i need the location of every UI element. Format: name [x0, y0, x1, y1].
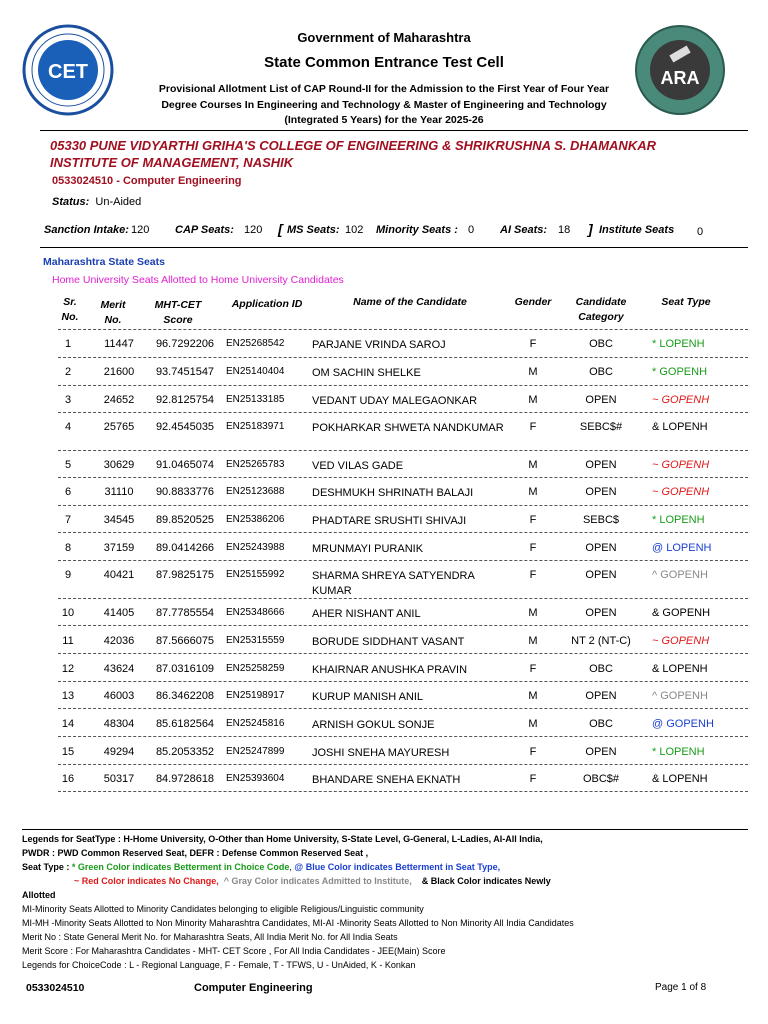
cell-merit-no: 48304 [103, 718, 135, 730]
cap-seats-label: CAP Seats: [175, 224, 234, 236]
col-gender: Gender [514, 296, 552, 308]
legend-mi: MI-Minority Seats Allotted to Minority Candidates belonging to eligible Religious/Linguistic community [22, 904, 424, 914]
cell-title: State Common Entrance Test Cell [264, 54, 504, 71]
cell-category: OBC [589, 338, 613, 350]
cell-application-id: EN25155992 [226, 569, 285, 580]
cell-application-id: EN25140404 [226, 366, 285, 377]
ms-seats-label: MS Seats: [287, 224, 340, 236]
cell-sr-no: 7 [64, 514, 72, 526]
cell-sr-no: 8 [64, 542, 72, 554]
cell-category: OPEN [585, 569, 617, 581]
row-separator [58, 653, 748, 654]
row-separator [58, 385, 748, 386]
cell-seat-type: & GOPENH [652, 607, 711, 619]
cell-merit-no: 43624 [103, 663, 135, 675]
cell-score: 96.7292206 [155, 338, 215, 350]
row-separator [58, 560, 748, 561]
cell-gender: M [528, 690, 538, 702]
cell-sr-no: 10 [61, 607, 75, 619]
bracket-close: ] [588, 221, 593, 237]
cell-category: OPEN [585, 459, 617, 471]
cell-application-id: EN25245816 [226, 718, 285, 729]
footer-code: 0533024510 [26, 982, 85, 994]
cell-merit-no: 21600 [103, 366, 135, 378]
row-separator [58, 412, 748, 413]
row-separator [58, 736, 748, 737]
cell-candidate-name: VED VILAS GADE [312, 460, 404, 472]
cell-category: OPEN [585, 486, 617, 498]
list-description: Provisional Allotment List of CAP Round-II for the Admission to the First Year of Four Year Degree Courses In Engineering and Technology & Master of Engineering and Technology (Integrated 5 Years) for the Year 2025-26 [158, 83, 610, 126]
cell-candidate-name: BORUDE SIDDHANT VASANT [312, 636, 465, 648]
cell-sr-no: 12 [61, 663, 75, 675]
cell-sr-no: 11 [62, 635, 74, 647]
cell-seat-type: * GOPENH [652, 366, 708, 378]
cell-seat-type: * LOPENH [652, 338, 705, 350]
cell-score: 87.9825175 [155, 569, 215, 581]
cell-application-id: EN25268542 [226, 338, 285, 349]
cell-merit-no: 34545 [103, 514, 135, 526]
svg-text:ARA: ARA [660, 68, 700, 88]
legend-pwdr: PWDR : PWD Common Reserved Seat, DEFR : Defense Common Reserved Seat , [22, 848, 369, 858]
cell-candidate-name: BHANDARE SNEHA EKNATH [312, 774, 461, 786]
cell-application-id: EN25133185 [226, 394, 285, 405]
cell-category: OPEN [585, 542, 617, 554]
cell-candidate-name: POKHARKAR SHWETA NANDKUMAR [312, 422, 504, 434]
cell-application-id: EN25315559 [226, 635, 285, 646]
cell-gender: F [529, 338, 537, 350]
col-candidate-name: Name of the Candidate [353, 296, 467, 308]
legend-mi-mh: MI-MH -Minority Seats Allotted to Non Minority Maharashtra Candidates, MI-AI -Minority Seats Allotted to Non Minority All India Candidates [22, 918, 574, 928]
cell-candidate-name: ARNISH GOKUL SONJE [312, 719, 435, 731]
cell-seat-type: ~ GOPENH [652, 459, 710, 471]
cell-merit-no: 37159 [103, 542, 135, 554]
cell-merit-no: 40421 [103, 569, 135, 581]
ms-seats-value: 102 [345, 224, 364, 236]
row-separator [58, 505, 748, 506]
cell-seat-type: & LOPENH [652, 663, 708, 675]
cell-score: 85.2053352 [155, 746, 215, 758]
cell-merit-no: 42036 [103, 635, 135, 647]
legend-seat-colors-2: ~ Red Color indicates No Change, ^ Gray Color indicates Admitted to Institute, & Black Color indicates Newly [74, 876, 551, 886]
row-separator [58, 708, 748, 709]
cell-gender: F [529, 773, 537, 785]
cell-score: 84.9728618 [155, 773, 215, 785]
section-title: Maharashtra State Seats [43, 256, 165, 268]
row-separator [58, 681, 748, 682]
cell-sr-no: 6 [64, 486, 72, 498]
cell-candidate-name: KURUP MANISH ANIL [312, 691, 424, 703]
cell-seat-type: ^ GOPENH [652, 690, 708, 702]
cell-score: 92.8125754 [155, 394, 215, 406]
cell-gender: F [529, 514, 537, 526]
cell-score: 86.3462208 [155, 690, 215, 702]
row-separator [58, 532, 748, 533]
institute-name: 05330 PUNE VIDYARTHI GRIHA'S COLLEGE OF ENGINEERING & SHRIKRUSHNA S. DHAMANKAR INSTITUTE OF MANAGEMENT, NASHIK [50, 138, 656, 170]
cap-seats-value: 120 [244, 224, 263, 236]
cell-seat-type: * LOPENH [652, 514, 705, 526]
cell-seat-type: @ GOPENH [652, 718, 714, 730]
cell-sr-no: 13 [61, 690, 75, 702]
row-separator [58, 477, 748, 478]
cell-score: 89.0414266 [155, 542, 215, 554]
col-application-id: Application ID [231, 298, 303, 310]
status-line: Status: Un-Aided [52, 196, 142, 208]
cell-category: OPEN [585, 690, 617, 702]
cell-application-id: EN25243988 [226, 542, 285, 553]
cell-gender: F [529, 542, 537, 554]
cell-gender: F [529, 421, 537, 433]
cell-merit-no: 31110 [104, 486, 134, 498]
cell-sr-no: 15 [61, 746, 75, 758]
legend-divider [22, 829, 748, 830]
cell-category: SEBC$ [582, 514, 620, 526]
cell-score: 91.0465074 [155, 459, 215, 471]
cell-score: 87.7785554 [155, 607, 215, 619]
footer-branch: Computer Engineering [194, 982, 313, 994]
cell-candidate-name: JOSHI SNEHA MAYURESH [312, 747, 450, 759]
cell-application-id: EN25386206 [226, 514, 285, 525]
col-seat-type: Seat Type [661, 296, 711, 308]
cell-category: SEBC$# [579, 421, 623, 433]
cell-sr-no: 14 [61, 718, 75, 730]
branch-code-name: 0533024510 - Computer Engineering [52, 175, 242, 187]
cell-application-id: EN25393604 [226, 773, 285, 784]
cell-candidate-name: KHAIRNAR ANUSHKA PRAVIN [312, 664, 468, 676]
footer-page: Page 1 of 8 [655, 982, 707, 993]
legend-block: Legends for SeatType : H-Home University, O-Other than Home University, S-State Level, G-General, L-Ladies, AI-All India, PWDR : PWD Common Reserved Seat, DEFR : Defense Common Reserved Seat , Seat Type : * Green Color indicates Betterment in Choice Code, @ Blue Color indicates Betterment in Seat Type, ~ Red Color indicates No Change, ^ Gray Color indicates Admitted to Institute, & Black Color indicates Newly Allotted MI-Minority Seats Allotted to Minority Candidates belonging to eligible Religious/Linguistic community MI-MH -Minority Seats Allotted to Non Minority Maharashtra Candidates, MI-AI -Minority Seats Allotted to Non Minority All India Candidates Merit No : State General Merit No. for Maharashtra Seats, All India Merit No. for All India Seats Merit Score : For Maharashtra Candidates - MHT- CET Score , For All India Candidates - JEE(Main) Score Legends for ChoiceCode : L - Regional Language, F - Female, T - TFWS, U - UnAided, K - Konkan [22, 832, 752, 972]
cell-application-id: EN25247899 [226, 746, 285, 757]
cell-merit-no: 24652 [103, 394, 135, 406]
col-score: MHT-CET Score [154, 299, 202, 326]
cell-candidate-name: OM SACHIN SHELKE [312, 367, 421, 379]
institute-seats-value: 0 [697, 226, 704, 238]
cell-candidate-name: AHER NISHANT ANIL [312, 608, 421, 620]
cell-gender: M [528, 394, 538, 406]
cell-seat-type: & LOPENH [652, 421, 708, 433]
svg-text:CET: CET [48, 61, 88, 83]
cell-seat-type: * LOPENH [652, 746, 705, 758]
cell-application-id: EN25123688 [226, 486, 285, 497]
cell-score: 93.7451547 [155, 366, 215, 378]
sanction-intake-label: Sanction Intake: [44, 224, 129, 236]
cell-score: 87.0316109 [155, 663, 215, 675]
cell-gender: M [528, 635, 538, 647]
cell-application-id: EN25183971 [226, 421, 285, 432]
cell-gender: M [528, 718, 538, 730]
minority-seats-label: Minority Seats : [376, 224, 458, 236]
cell-seat-type: @ LOPENH [652, 542, 712, 554]
ai-seats-value: 18 [558, 224, 571, 236]
cell-category: OPEN [585, 607, 617, 619]
cell-gender: M [528, 486, 538, 498]
cell-seat-type: ~ GOPENH [652, 394, 710, 406]
section-subtitle: Home University Seats Allotted to Home University Candidates [52, 274, 344, 286]
cell-candidate-name: PHADTARE SRUSHTI SHIVAJI [312, 515, 467, 527]
cell-candidate-name: MRUNMAYI PURANIK [312, 543, 424, 555]
cell-gender: M [528, 607, 538, 619]
cell-application-id: EN25258259 [226, 663, 285, 674]
cell-score: 92.4545035 [155, 421, 215, 433]
cell-merit-no: 46003 [103, 690, 135, 702]
legend-choicecode: Legends for ChoiceCode : L - Regional Language, F - Female, T - TFWS, U - UnAided, K - Konkan [22, 960, 416, 970]
cell-category: OPEN [585, 746, 617, 758]
cell-sr-no: 1 [64, 338, 72, 350]
cell-gender: M [528, 459, 538, 471]
cell-candidate-name: PARJANE VRINDA SAROJ [312, 339, 446, 351]
cell-application-id: EN25265783 [226, 459, 285, 470]
cell-candidate-name: VEDANT UDAY MALEGAONKAR [312, 395, 478, 407]
row-separator [58, 625, 748, 626]
cell-gender: M [528, 366, 538, 378]
sanction-intake-value: 120 [131, 224, 150, 236]
cell-sr-no: 3 [64, 394, 72, 406]
legend-merit-score: Merit Score : For Maharashtra Candidates - MHT- CET Score , For All India Candidates - JEE(Main) Score [22, 946, 446, 956]
cell-application-id: EN25198917 [226, 690, 285, 701]
cell-merit-no: 11447 [104, 338, 134, 350]
cell-score: 87.5666075 [155, 635, 215, 647]
cell-score: 90.8833776 [155, 486, 215, 498]
row-separator [58, 764, 748, 765]
row-separator [58, 357, 748, 358]
intake-divider [40, 247, 748, 248]
cell-gender: F [529, 663, 537, 675]
cell-seat-type: & LOPENH [652, 773, 708, 785]
minority-seats-value: 0 [468, 224, 475, 236]
ai-seats-label: AI Seats: [500, 224, 548, 236]
row-separator [58, 450, 748, 451]
cell-seat-type: ~ GOPENH [652, 635, 710, 647]
cell-seat-type: ~ GOPENH [652, 486, 710, 498]
cell-merit-no: 25765 [103, 421, 135, 433]
header-divider [40, 130, 748, 131]
col-merit-no: Merit No. [100, 299, 126, 326]
cell-gender: F [529, 746, 537, 758]
legend-seattype: Legends for SeatType : H-Home University, O-Other than Home University, S-State Level, G-General, L-Ladies, AI-All India, [22, 834, 543, 844]
cell-score: 85.6182564 [155, 718, 215, 730]
cell-category: OBC [589, 718, 613, 730]
cell-merit-no: 41405 [103, 607, 135, 619]
cell-category: NT 2 (NT-C) [571, 635, 631, 647]
cell-sr-no: 2 [64, 366, 72, 378]
cell-sr-no: 16 [61, 773, 75, 785]
legend-seat-colors-1: Seat Type : * Green Color indicates Betterment in Choice Code, @ Blue Color indicates Betterment in Seat Type, [22, 862, 501, 872]
institute-seats-label: Institute Seats [599, 224, 675, 236]
cell-candidate-name: DESHMUKH SHRINATH BALAJI [312, 487, 474, 499]
bracket-open: [ [278, 221, 283, 237]
cell-category: OBC$# [582, 773, 620, 785]
col-sr-no: Sr. No. [61, 296, 79, 323]
col-category: Candidate Category [575, 296, 627, 323]
cell-sr-no: 4 [64, 421, 72, 433]
header-rule [58, 329, 748, 330]
cell-gender: F [529, 569, 537, 581]
legend-merit-no: Merit No : State General Merit No. for Maharashtra Seats, All India Merit No. for All India Seats [22, 932, 398, 942]
cell-score: 89.8520525 [155, 514, 215, 526]
cell-sr-no: 5 [64, 459, 72, 471]
cell-category: OPEN [585, 394, 617, 406]
cell-category: OBC [589, 663, 613, 675]
cell-merit-no: 49294 [103, 746, 135, 758]
cell-candidate-name: SHARMA SHREYA SATYENDRA KUMAR [312, 570, 475, 597]
government-title: Government of Maharashtra [297, 30, 471, 45]
cell-category: OBC [589, 366, 613, 378]
row-separator [58, 791, 748, 792]
cell-seat-type: ^ GOPENH [652, 569, 708, 581]
cell-merit-no: 30629 [103, 459, 135, 471]
cell-merit-no: 50317 [103, 773, 135, 785]
row-separator [58, 598, 748, 599]
cell-sr-no: 9 [64, 569, 72, 581]
cell-application-id: EN25348666 [226, 607, 285, 618]
